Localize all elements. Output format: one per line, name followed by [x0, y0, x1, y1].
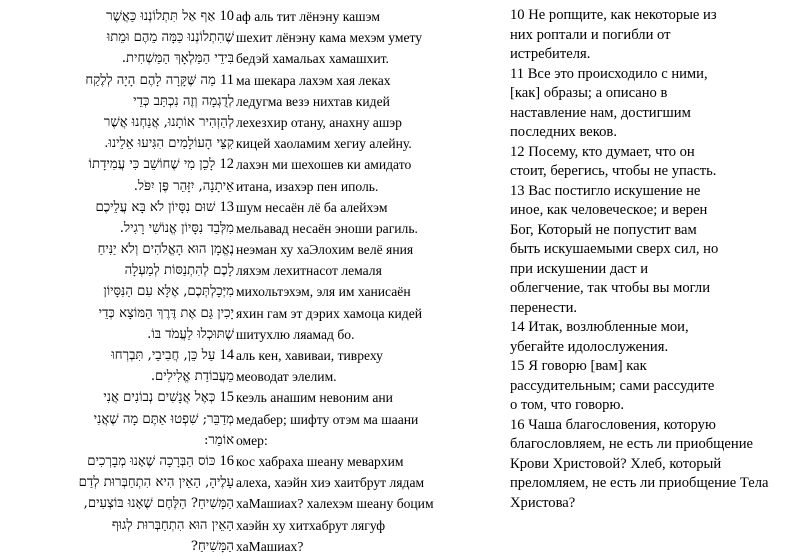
transliteration-line: ледугма везэ нихтав кидей — [236, 93, 390, 109]
russian-line: быть искушаемыми сверх сил, но — [510, 241, 719, 257]
transliteration-line: шитухлю ляамад бо. — [236, 326, 355, 342]
russian-line: наставление нам, достигшим — [510, 104, 691, 121]
hebrew-line — [8, 91, 234, 112]
russian-line: 12 Посему, кто думает, что он — [510, 143, 695, 160]
transliteration-line: михольтэхэм, эля им ханисаён — [236, 284, 411, 300]
hebrew-line — [8, 70, 234, 91]
transliteration-line: хаМашиах? — [236, 538, 304, 554]
transliteration-line: кеэль анашим невоним ани — [236, 390, 393, 406]
hebrew-text: הַמָּשִׁיחַ? הַלֶּחֶם שֶׁאָנוּ בּוֹצְעִים, — [83, 496, 234, 512]
russian-column — [510, 6, 792, 513]
russian-line: при искушении даст и — [510, 260, 649, 277]
transliteration-line: ма шекара лахэм хая леках — [236, 72, 391, 88]
hebrew-text: מִלְּבַד נִסָּיוֹן אֱנוֹשִׁי רָגִיל. — [119, 220, 234, 236]
russian-line: иное, как человеческое; и верен — [510, 202, 708, 218]
russian-line: 16 Чаша благословения, которую — [510, 416, 716, 433]
transliteration-line: хаэйн ху хитхабрут лягуф — [236, 517, 386, 533]
hebrew-text: הַמָּשִׁיחַ? — [190, 538, 234, 554]
russian-line: перенести. — [510, 299, 578, 316]
hebrew-line — [8, 430, 234, 451]
russian-line: Христова? — [510, 494, 576, 511]
russian-line: благословляем, не есть ли приобщение — [510, 436, 753, 452]
verse-number: 10 — [219, 8, 234, 24]
russian-line: 15 Я говорю [вам] как — [510, 358, 647, 374]
transliteration-line: неэман ху хаЭлохим велё яния — [236, 242, 414, 258]
verse-number: 15 — [219, 389, 234, 406]
hebrew-line — [8, 345, 234, 366]
verse-number: 14 — [219, 347, 234, 363]
hebrew-text: מְדַבֵּר; שִׁפְטוּ אַתֶּם מָה שֶׁאֲנִי — [93, 411, 234, 427]
russian-line: о том, что говорю. — [510, 397, 625, 413]
hebrew-line — [8, 27, 234, 48]
hebrew-text: כּוֹס הַבְּרָכָה שֶׁאָנוּ מְבָרְכִים — [87, 453, 216, 469]
hebrew-text: שֶׁתּוּכְלוּ לַעֲמֹד בּוֹ. — [147, 326, 234, 342]
hebrew-line — [8, 239, 234, 260]
hebrew-text: מִיְּכָלְתְּכֶם, אֶלָּא עִם הַנִּסָּיוֹן — [103, 284, 234, 300]
hebrew-text: אוֹמֵר: — [203, 432, 234, 448]
transliteration-line: омер: — [236, 432, 268, 448]
hebrew-text: לְהַזְהִיר אוֹתָנוּ, אֲנַחְנוּ אֲשֶׁר — [103, 114, 234, 130]
transliteration-line: меоводат элелим. — [236, 369, 337, 385]
hebrew-text: שֶׁהִתְלוֹנְנוּ כַּמָּה מֵהֶם וּמֵתוּ — [106, 30, 234, 46]
transliteration-line: аф аль тит лёнэну кашэм — [236, 9, 380, 24]
transliteration-line: шехит лёнэну кама мехэм умету — [236, 30, 423, 46]
hebrew-text: שׁוּם נִסָּיוֹן לֹא בָּא עֲלֵיכֶם — [95, 199, 216, 215]
russian-line: Бог, Который не попустит вам — [510, 221, 697, 238]
transliteration-line: ляхэм лехитнасот лемаля — [236, 263, 382, 279]
hebrew-line — [8, 515, 234, 536]
hebrew-text: עַל כֵּן, חֲבִיבַי, תִּבְרְחוּ — [111, 348, 216, 363]
transliteration-line: итана, изахэр пен иполь. — [236, 178, 379, 194]
hebrew-line — [8, 324, 234, 345]
russian-line: стоит, берегись, чтобы не упасть. — [510, 163, 717, 179]
verse-number: 16 — [219, 452, 234, 469]
verse-number: 12 — [219, 156, 234, 173]
hebrew-line — [8, 387, 234, 408]
hebrew-line — [8, 112, 234, 133]
hebrew-text: עָלֶיהָ, הַאֵין הִיא הִתְחַבְּרוּת לְדַם — [78, 475, 234, 491]
hebrew-line — [8, 303, 234, 324]
hebrew-line — [8, 472, 234, 493]
hebrew-line — [8, 176, 234, 197]
verse-number: 11 — [220, 71, 234, 88]
transliteration-line: лахэн ми шехошев ки амидато — [236, 157, 412, 173]
verse-number: 13 — [219, 198, 234, 215]
russian-line: 13 Вас постигло искушение не — [510, 182, 701, 199]
hebrew-line — [8, 366, 234, 387]
hebrew-line — [8, 281, 234, 302]
hebrew-text: לָכֶם לְהִתְנַסּוֹת לְמַעְלָה — [124, 263, 234, 279]
hebrew-text: הַאֵין הוּא הִתְחַבְּרוּת לְגוּף — [111, 517, 234, 533]
russian-line: 14 Итак, возлюбленные мои, — [510, 319, 689, 335]
transliteration-line: шум несаён лё ба алейхэм — [236, 199, 388, 215]
russian-line: Крови Христовой? Хлеб, который — [510, 455, 722, 472]
russian-line: истребителя. — [510, 46, 591, 62]
transliteration-line: алеха, хаэйн хиэ хаитбрут лядам — [236, 475, 425, 491]
hebrew-line — [8, 409, 234, 430]
hebrew-text: נֶאֱמָן הוּא הָאֱלֹהִים וְלֹא יַנִּיחַ — [97, 242, 234, 258]
russian-line: последних веков. — [510, 124, 617, 140]
russian-line: них роптали и погибли от — [510, 26, 671, 43]
hebrew-text: לְדֻגְמָה וְזֶה נִכְתַּב כְּדֵי — [133, 93, 234, 109]
transliteration-line: яхин гам эт дэрих хамоца кидей — [236, 305, 422, 321]
hebrew-line — [8, 218, 234, 239]
russian-line: 11 Все это происходило с ними, — [510, 65, 708, 82]
hebrew-text: אֵיתָנָה, יִזָּהֵר פֶּן יִפֹּל. — [133, 178, 234, 194]
hebrew-text: אַף אַל תִּתְלוֹנְנוּ כַּאֲשֶׁר — [106, 9, 216, 24]
transliteration-line: лехезхир отану, анахну ашэр — [236, 114, 402, 130]
russian-line: облегчение, так чтобы вы могли — [510, 280, 711, 296]
hebrew-text: קִצֵּי הָעוֹלָמִים הִגִּיעוּ אֵלֵינוּ. — [104, 136, 234, 152]
hebrew-text: כְּאֶל אֲנָשִׁים נְבוֹנִים אֲנִי — [103, 390, 216, 406]
hebrew-column — [8, 6, 234, 557]
transliteration-line: кицей хаоламим хегиу алейну. — [236, 136, 412, 152]
hebrew-text: בִּידֵי הַמַּלְאָךְ הַמַּשְׁחִית. — [121, 51, 234, 67]
russian-line: рассудительным; сами рассудите — [510, 377, 715, 394]
hebrew-line — [8, 48, 234, 69]
hebrew-text: לָכֵן מִי שֶׁחוֹשֵׁב כִּי עֲמִידָתוֹ — [88, 157, 216, 173]
hebrew-line — [8, 197, 234, 218]
russian-line: [как] образы; а описано в — [510, 85, 668, 101]
russian-line: 10 Не ропщите, как некоторые из — [510, 7, 717, 23]
russian-line: убегайте идолослужения. — [510, 338, 669, 355]
transliteration-line: хаМашиах? халехэм шеану боцим — [236, 496, 434, 512]
transliteration-line: кос хабраха шеану мевархим — [236, 453, 404, 469]
transliteration-line: медабер; шифту отэм ма шаани — [236, 411, 419, 427]
hebrew-text: יָכִין גַּם אֶת דֶּרֶךְ הַמּוֹצָא כְּדֵי — [98, 305, 234, 321]
hebrew-line — [8, 6, 234, 27]
hebrew-line — [8, 451, 234, 472]
transliteration-line: бедэй хамальах хамашхит. — [236, 51, 389, 67]
transliteration-column — [236, 6, 486, 557]
hebrew-line — [8, 260, 234, 281]
hebrew-line — [8, 493, 234, 514]
transliteration-line: мельавад несаён эноши рагиль. — [236, 220, 418, 236]
hebrew-text: מַה שֶּׁקָּרָה לָהֶם הָיָה לְלֶקַח — [85, 72, 216, 88]
hebrew-line — [8, 536, 234, 557]
hebrew-text: מֵעֲבוֹדַת אֱלִילִים. — [150, 369, 234, 385]
hebrew-line — [8, 133, 234, 154]
transliteration-line: аль кен, хавиваи, тивреху — [236, 348, 383, 363]
hebrew-line — [8, 154, 234, 175]
russian-line: преломляем, не есть ли приобщение Тела — [510, 475, 769, 491]
